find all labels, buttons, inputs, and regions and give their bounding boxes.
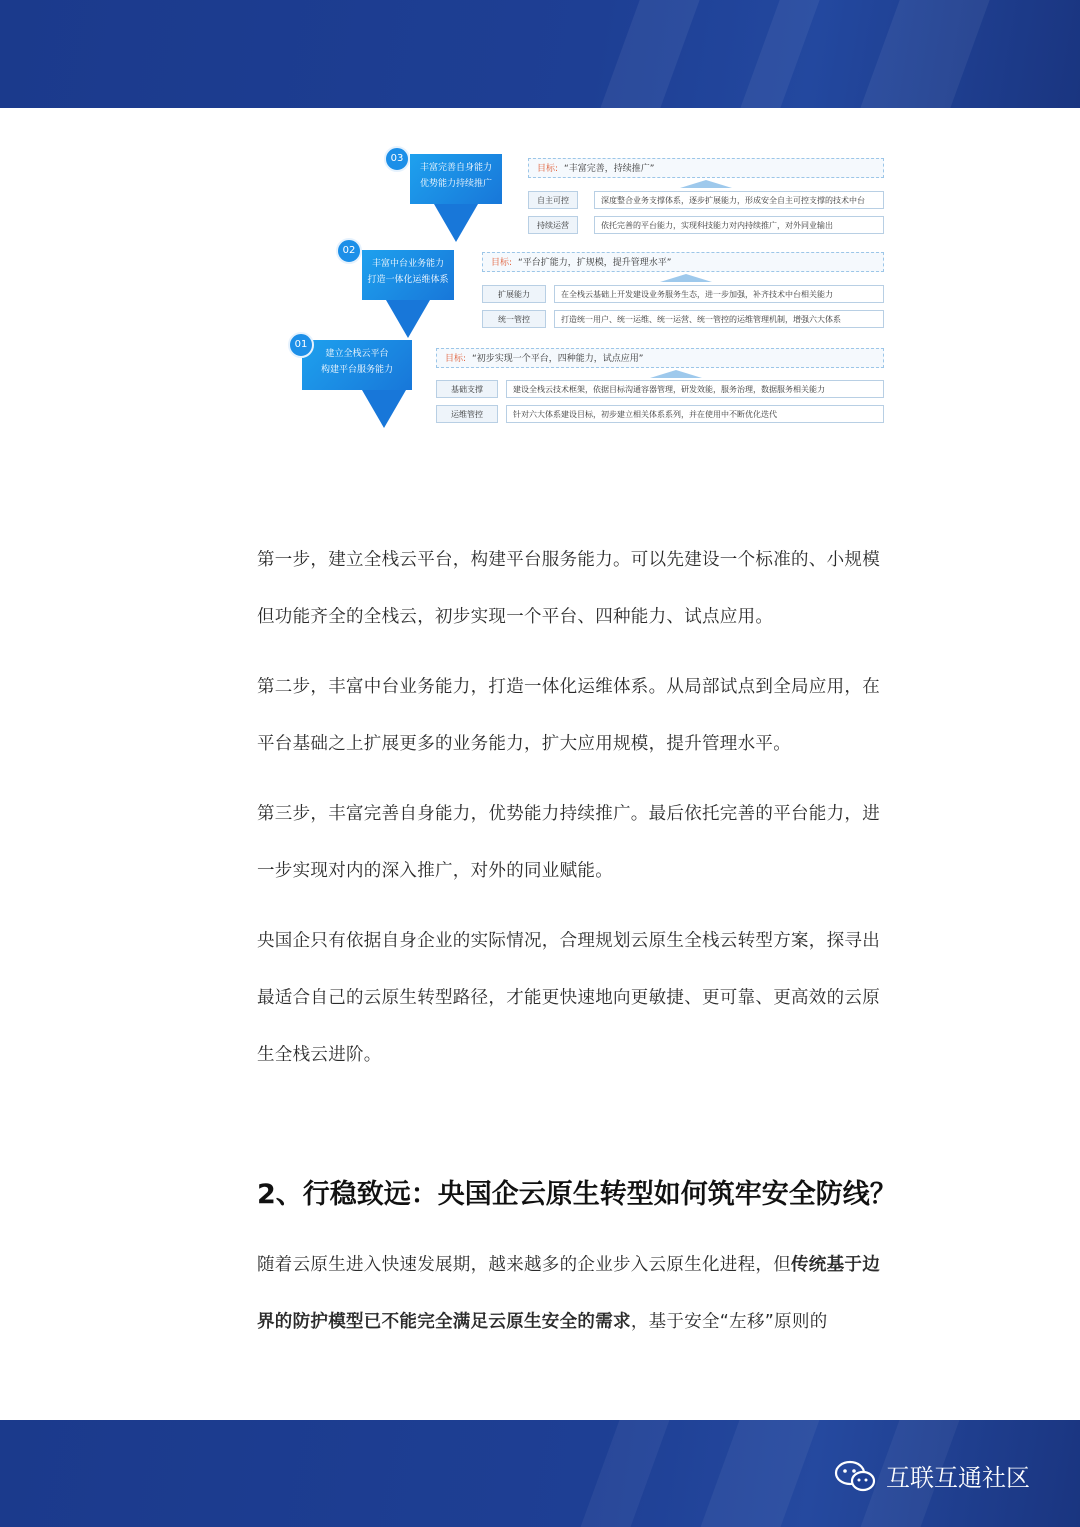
- paragraph-step3: [257, 786, 922, 900]
- row-text: 打造统一用户、统一运维、统一运营、统一管控的运维管理机制，增强六大体系: [554, 310, 884, 328]
- arrow-line: 优势能力持续推广: [419, 179, 492, 189]
- detail-row: [436, 405, 884, 423]
- goal-box-03: [528, 158, 884, 178]
- plain-text: ，基于安全“左移”原则的: [630, 1312, 828, 1332]
- text-line: 但功能齐全的全栈云，初步实现一个平台、四种能力、试点应用。: [257, 607, 774, 627]
- paragraph-step1: [257, 532, 922, 646]
- arrow-line: 建立全栈云平台: [325, 349, 389, 359]
- text-line: [257, 1294, 922, 1351]
- goal-text: “丰富完善，持续推广”: [564, 164, 655, 174]
- detail-row: [436, 380, 884, 398]
- row-text: 针对六大体系建设目标，初步建立相关体系系列，并在使用中不断优化迭代: [506, 405, 884, 423]
- row-text: 在全栈云基础上开发建设业务服务生态，进一步加强，补齐技术中台相关能力: [554, 285, 884, 303]
- step-badge-01: 01: [288, 332, 314, 358]
- goal-text: “平台扩能力，扩规模，提升管理水平”: [518, 258, 672, 268]
- row-label: 扩展能力: [482, 285, 546, 303]
- brand-name: 互联互通社区: [886, 1464, 1030, 1492]
- row-text: 依托完善的平台能力，实现科技能力对内持续推广，对外同业输出: [594, 216, 884, 234]
- detail-row: [528, 216, 884, 234]
- top-banner: [0, 0, 1080, 108]
- row-label: 统一管控: [482, 310, 546, 328]
- detail-row: [528, 191, 884, 209]
- text-line: 一步实现对内的深入推广，对外的同业赋能。: [257, 861, 613, 881]
- plain-text: 随着云原生进入快速发展期，越来越多的企业步入云原生化进程，但: [257, 1255, 791, 1275]
- goal-label: 目标:: [537, 164, 559, 174]
- text-line: 生全栈云进阶。: [257, 1045, 382, 1065]
- detail-row: [482, 310, 884, 328]
- row-label: 自主可控: [528, 191, 578, 209]
- row-label: 持续运营: [528, 216, 578, 234]
- goal-text: “初步实现一个平台，四种能力，试点应用”: [472, 354, 644, 364]
- goal-label: 目标:: [491, 258, 513, 268]
- step-badge-02: 02: [336, 238, 362, 264]
- text-line: 央国企只有依据自身企业的实际情况，合理规划云原生全栈云转型方案，探寻出: [257, 931, 880, 951]
- arrow-line: 丰富完善自身能力: [419, 163, 492, 173]
- text-line: 第三步，丰富完善自身能力，优势能力持续推广。最后依托完善的平台能力，进: [257, 804, 880, 824]
- goal-box-01: [436, 348, 884, 368]
- goal-box-02: [482, 252, 884, 272]
- paragraph-step2: [257, 659, 922, 773]
- arrow-line: 构建平台服务能力: [320, 365, 393, 375]
- bold-text: 界的防护模型已不能完全满足云原生安全的需求: [257, 1312, 631, 1332]
- roadmap-diagram: [280, 140, 920, 440]
- wechat-icon: [834, 1459, 876, 1493]
- row-text: 深度整合业务支撑体系，逐步扩展能力，形成安全自主可控支撑的技术中台: [594, 191, 884, 209]
- text-line: [257, 1237, 922, 1294]
- section-heading: 2、行稳致远：央国企云原生转型如何筑牢安全防线？: [257, 1179, 897, 1210]
- text-line: 最适合自己的云原生转型路径，才能更快速地向更敏捷、更可靠、更高效的云原: [257, 988, 880, 1008]
- text-line: 平台基础之上扩展更多的业务能力，扩大应用规模，提升管理水平。: [257, 734, 791, 754]
- paragraph-conclusion: [257, 913, 922, 1084]
- paragraph-security: [257, 1237, 922, 1351]
- step-badge-03: 03: [384, 146, 410, 172]
- text-line: 第一步，建立全栈云平台，构建平台服务能力。可以先建设一个标准的、小规模: [257, 550, 880, 570]
- row-label: 基础支撑: [436, 380, 498, 398]
- row-text: 建设全栈云技术框架，依据目标沟通容器管理，研发效能，服务治理，数据服务相关能力: [506, 380, 884, 398]
- text-line: 第二步，丰富中台业务能力，打造一体化运维体系。从局部试点到全局应用，在: [257, 677, 880, 697]
- footer-logo: [834, 1458, 1030, 1493]
- arrow-line: 丰富中台业务能力: [371, 259, 444, 269]
- row-label: 运维管控: [436, 405, 498, 423]
- detail-row: [482, 285, 884, 303]
- goal-label: 目标:: [445, 354, 467, 364]
- bold-text: 传统基于边: [791, 1255, 880, 1275]
- arrow-line: 打造一体化运维体系: [367, 275, 449, 285]
